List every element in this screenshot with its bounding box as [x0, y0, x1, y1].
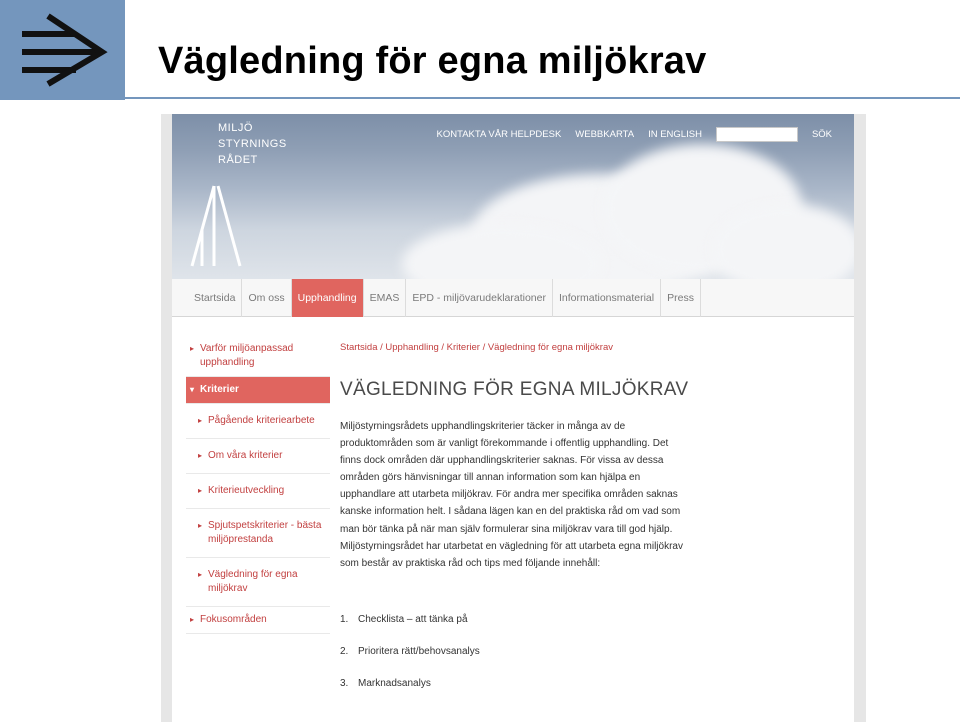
website-screenshot: [161, 114, 866, 722]
list-number: 2.: [340, 646, 349, 657]
site-banner: [172, 114, 854, 279]
triangle-right-icon: ▸: [198, 570, 203, 579]
page-title: VÄGLEDNING FÖR EGNA MILJÖKRAV: [340, 379, 689, 400]
site-brand[interactable]: [218, 120, 287, 168]
breadcrumb[interactable]: Startsida / Upphandling / Kriterier / Vägledning för egna miljökrav: [340, 342, 614, 353]
slide-logo: [0, 0, 125, 100]
brand-line: MILJÖ: [218, 122, 253, 134]
triangle-right-icon: ▸: [198, 416, 203, 425]
triangle-right-icon: ▸: [190, 615, 195, 624]
sidebar: [186, 336, 330, 634]
brand-line: RÅDET: [218, 154, 258, 166]
sidebar-item-fokusomraden[interactable]: [186, 607, 330, 634]
list-text: Checklista – att tänka på: [358, 614, 468, 625]
sidebar-item-varfor[interactable]: [186, 336, 330, 377]
sidebar-item-om-vara-kriterier[interactable]: [186, 439, 330, 474]
list-text: Prioritera rätt/behovsanalys: [358, 646, 480, 657]
brand-line: STYRNINGS: [218, 138, 287, 150]
sidebar-item-label: Kriterier: [200, 384, 239, 395]
nav-press[interactable]: Press: [661, 279, 701, 317]
sidebar-item-kriterieutveckling[interactable]: [186, 474, 330, 509]
top-links: [437, 127, 832, 142]
sidebar-item-spjutspets[interactable]: [186, 509, 330, 558]
nav-informationsmaterial[interactable]: Informationsmaterial: [553, 279, 661, 317]
triangle-right-icon: ▸: [198, 451, 203, 460]
triangle-down-icon: ▾: [190, 385, 195, 394]
sidebar-item-label: Varför miljöanpassad upphandling: [200, 343, 294, 368]
list-number: 3.: [340, 678, 349, 689]
intro-paragraph: Miljöstyrningsrådets upphandlingskriterier täcker in många av de produktområden som är vanligt förekommande i offentlig upphandling. Det finns dock områden där upphandlingskriterier saknas. För vissa av dessa områden görs hänvisningar till annan information som kan hjälpa en upphandlare att utarbeta miljökrav. För andra mer specifika områden saknas kanske information helt. I sådana lägen kan en del praktiska råd om vad som man bör tänka på när man själv formulerar sina miljökrav vara till god hjälp. Miljöstyrningsrådet har utarbetat en vägledning för att utarbeta egna miljökrav som består av praktiska råd och tips med följande innehåll:: [340, 421, 683, 569]
slide-title: Vägledning för egna miljökrav: [158, 40, 707, 82]
triangle-right-icon: ▸: [198, 521, 203, 530]
triangle-right-icon: ▸: [190, 344, 195, 353]
list-number: 1.: [340, 614, 349, 625]
sidebar-item-label: Om våra kriterier: [208, 450, 283, 461]
header-rule: [125, 97, 960, 99]
content-list: [340, 614, 480, 710]
english-link[interactable]: IN ENGLISH: [648, 129, 702, 140]
list-text: Marknadsanalys: [358, 678, 431, 689]
main-nav: [172, 279, 854, 317]
search-button[interactable]: SÖK: [811, 129, 832, 140]
triangle-right-icon: ▸: [198, 486, 203, 495]
sidebar-item-label: Pågående kriteriearbete: [208, 415, 315, 426]
sitemap-link[interactable]: WEBBKARTA: [575, 129, 635, 140]
sidebar-item-label: Fokusområden: [200, 614, 267, 625]
triple-arrow-logo-icon: [18, 12, 108, 88]
tower-lines-logo-icon: [188, 180, 242, 270]
helpdesk-link[interactable]: KONTAKTA VÅR HELPDESK: [436, 129, 562, 140]
nav-emas[interactable]: EMAS: [364, 279, 407, 317]
nav-startsida[interactable]: Startsida: [188, 279, 242, 317]
nav-om-oss[interactable]: Om oss: [242, 279, 291, 317]
search-input[interactable]: [716, 127, 798, 142]
sidebar-item-label: Vägledning för egna miljökrav: [208, 569, 298, 594]
list-item: [340, 678, 480, 710]
sidebar-item-pagaende[interactable]: [186, 404, 330, 439]
nav-epd[interactable]: EPD - miljövarudeklarationer: [406, 279, 553, 317]
nav-upphandling[interactable]: Upphandling: [292, 279, 364, 317]
sidebar-item-vagledning[interactable]: [186, 558, 330, 607]
list-item: [340, 614, 480, 646]
list-item: [340, 646, 480, 678]
sidebar-item-label: Spjutspetskriterier - bästa miljöprestanda: [208, 520, 322, 545]
sidebar-item-label: Kriterieutveckling: [208, 485, 285, 496]
sidebar-item-kriterier[interactable]: [186, 377, 330, 404]
